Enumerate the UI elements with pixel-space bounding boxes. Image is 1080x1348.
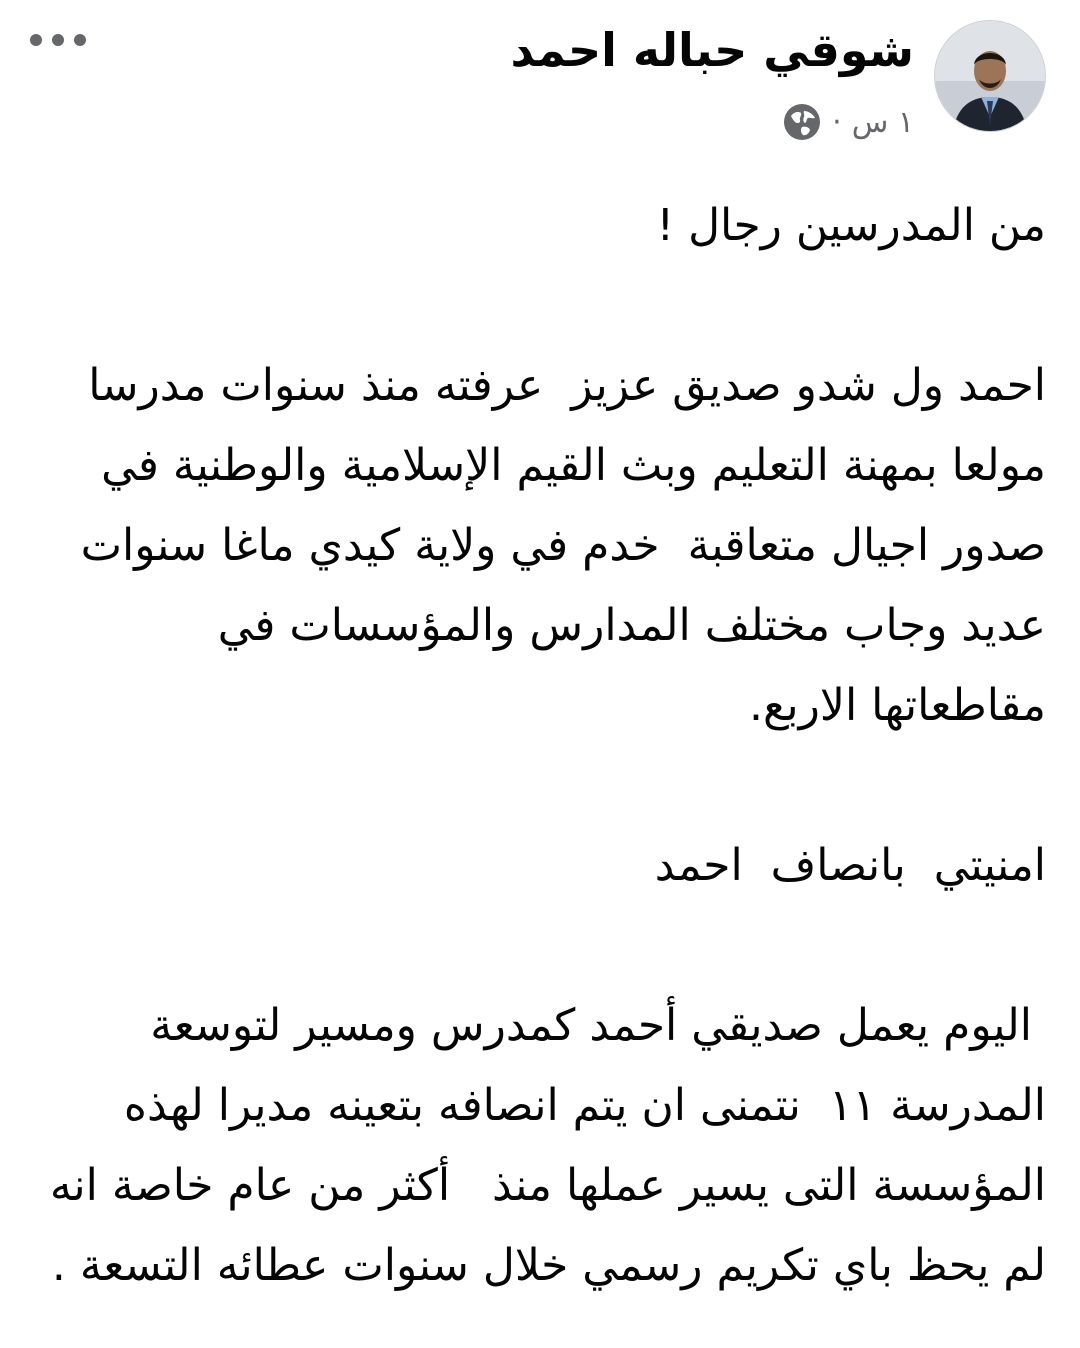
paragraph-gap — [30, 746, 1046, 826]
more-dot — [30, 34, 42, 46]
post-body — [30, 186, 1046, 1306]
post-paragraph: امنيتي بانصاف احمد — [654, 840, 1046, 891]
globe-icon[interactable] — [782, 102, 822, 142]
post-header — [24, 18, 1046, 138]
author-name[interactable]: شوقي حباله احمد — [510, 23, 914, 77]
more-options-icon[interactable] — [30, 30, 86, 50]
post-paragraph: احمد ول شدو صديق عزيز عرفته منذ سنوات مدرسا مولعا بمهنة التعليم وبث القيم الإسلامية والوطنية في صدور اجيال متعاقبة خدم في ولاية كيدي ماغا سنوات عديد وجاب مختلف المدارس والمؤسسات في مقاطعاتها الاربع. — [66, 360, 1046, 731]
more-dot — [52, 34, 64, 46]
meta-separator: · — [832, 104, 842, 140]
more-dot — [74, 34, 86, 46]
avatar-image — [935, 21, 1045, 131]
post-meta — [782, 102, 914, 142]
author-avatar[interactable] — [934, 20, 1046, 132]
post-paragraph: اليوم يعمل صديقي أحمد كمدرس ومسير لتوسعة المدرسة ١١ نتمنى ان يتم انصافه بتعينه مديرا لهذه المؤسسة التى يسير عملها منذ أكثر من عام خاصة انه لم يحظ باي تكريم رسمي خلال سنوات عطائه التسعة . — [35, 1000, 1046, 1291]
post-time[interactable]: ١ س — [851, 104, 914, 140]
post-paragraph-title: من المدرسين رجال ! — [656, 200, 1046, 251]
paragraph-gap — [30, 266, 1046, 346]
paragraph-gap — [30, 906, 1046, 986]
